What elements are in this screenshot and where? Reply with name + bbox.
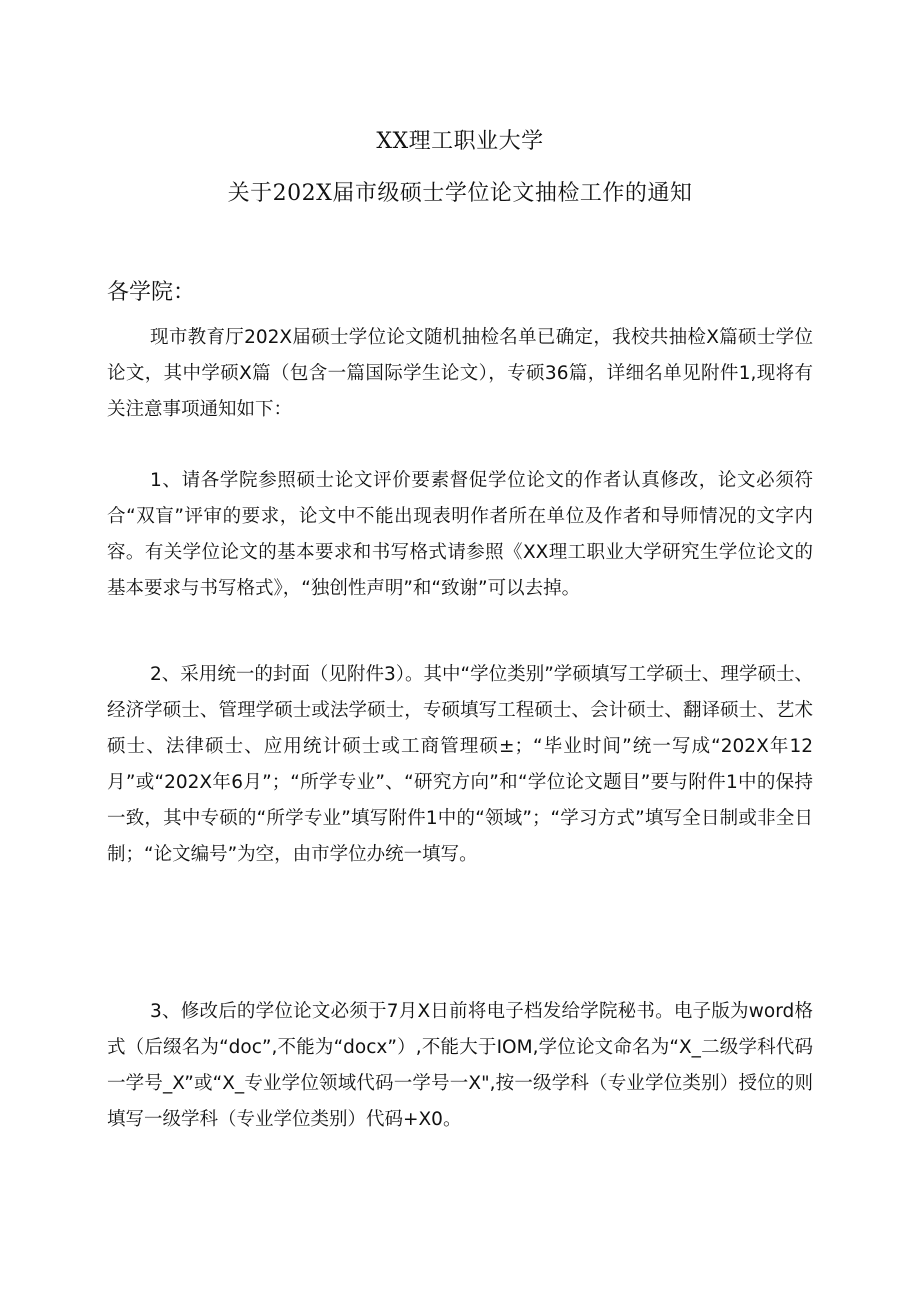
salutation: 各学院： (107, 280, 196, 305)
paragraph-item-2: 2、采用统一的封面（见附件3）。其中“学位类别”学硕填写工学硕士、理学硕士、经济学硕士、管理学硕士或法学硕士，专硕填写工程硕士、会计硕士、翻译硕士、艺术硕士、法律硕士、应用统计硕士或工商管理硕±；“毕业时间”统一写成“202X年12月”或“202X年6月”；“所学专业”、“研究方向”和“学位论文题目”要与附件1中的保持一致，其中专硕的“所学专业”填写附件1中的“领域”；“学习方式”填写全日制或非全日制；“论文编号”为空，由市学位办统一填写。 (107, 664, 813, 865)
paragraph-item-1: 1、请各学院参照硕士论文评价要素督促学位论文的作者认真修改，论文必须符合“双盲”评审的要求，论文中不能出现表明作者所在单位及作者和导师情况的文字内容。有关学位论文的基本要求和书写格式请参照《XX理工职业大学研究生学位论文的基本要求与书写格式》，“独创性声明”和“致谢”可以去掉。 (107, 470, 813, 599)
paragraph-intro: 现市教育厅202X届硕士学位论文随机抽检名单已确定，我校共抽检X篇硕士学位论文，其中学硕X篇（包含一篇国际学生论文），专硕36篇，详细名单见附件1,现将有关注意事项通知如下： (107, 327, 813, 420)
document-title-notice: 关于202X届市级硕士学位论文抽检工作的通知 (227, 181, 693, 206)
paragraph-item-3: 3、修改后的学位论文必须于7月X日前将电子档发给学院秘书。电子版为word格式（后缀名为“doc”,不能为“docx”）,不能大于IOM,学位论文命名为“X_二级学科代码一学号_X”或“X_专业学位领域代码一学号一X",按一级学科（专业学位类别）授位的则填写一级学科（专业学位类别）代码+X0。 (107, 1001, 813, 1130)
document-title-institution: XX理工职业大学 (376, 129, 544, 154)
